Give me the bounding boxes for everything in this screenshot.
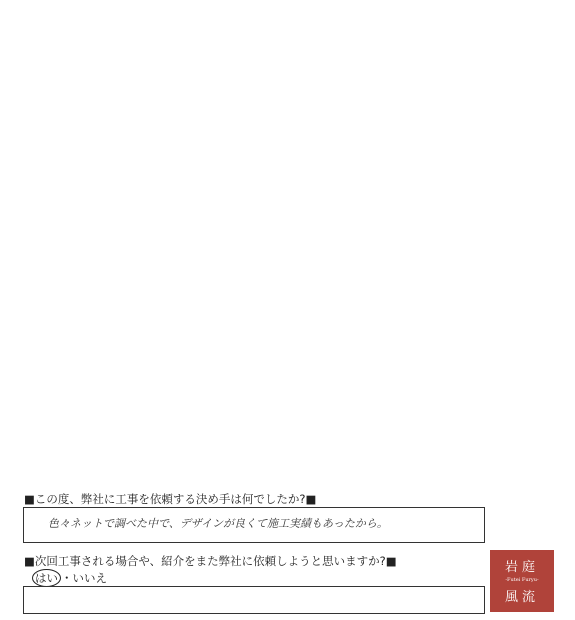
handwritten-answer: 色々ネットで調べた中で、デザインが良くて施工実績もあったから。	[48, 517, 388, 530]
referral-separator: ・	[61, 571, 73, 585]
logo-text-line: 岩庭	[504, 560, 539, 575]
logo-text-line: 風流	[504, 590, 539, 605]
referral-question: ■次回工事される場合や、紹介をまた弊社に依頼しようと思いますか?■	[24, 554, 397, 568]
logo-subtitle: -Futei Furyu-	[505, 577, 539, 583]
referral-comment-box[interactable]	[23, 586, 485, 614]
referral-yes-option[interactable]: はい	[32, 569, 61, 587]
company-logo	[490, 550, 554, 612]
referral-no-option[interactable]: いいえ	[72, 571, 107, 585]
decision-question: ■この度、弊社に工事を依頼する決め手は何でしたか?■	[24, 492, 317, 506]
referral-answer	[32, 569, 107, 587]
